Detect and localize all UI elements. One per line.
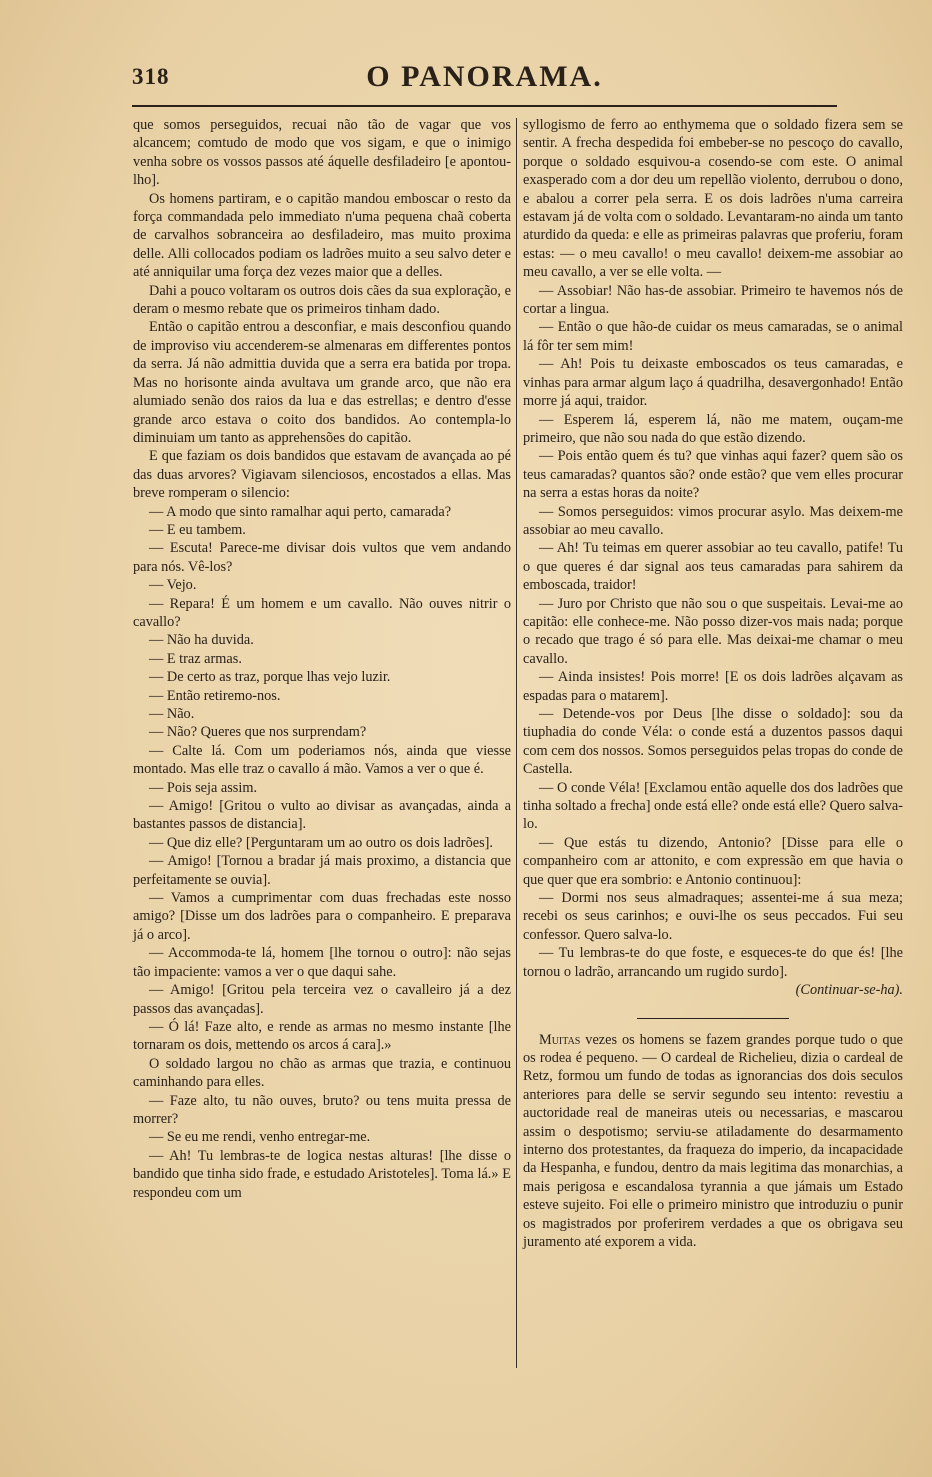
header-rule <box>132 105 837 107</box>
left-column-paragraph: Dahi a pouco voltaram os outros dois cães da sua exploração, e deram o mesmo rebate que os primeiros tinham dado. <box>133 282 511 318</box>
left-column-paragraph: que somos perseguidos, recuai não tão de vagar que vos alcancem; comtudo de modo que vos sigam, e que o inimigo venha sobre os vossos passos até áquelle desfiladeiro [e apontou-lho]. <box>133 117 511 189</box>
left-column-paragraph: — Ó lá! Faze alto, e rende as armas no mesmo instante [lhe tornaram os dois, mettendo os arcos á cara].» <box>133 1018 511 1054</box>
essay-paragraph <box>523 1031 903 1252</box>
right-column-paragraph: — Tu lembras-te do que foste, e esqueces-te do que és! [lhe tornou o ladrão, arrancando um rugido surdo]. <box>523 945 903 980</box>
left-column-paragraph: — De certo as traz, porque lhas vejo luzir. <box>149 669 391 686</box>
right-column-paragraph: — Assobiar! Não has-de assobiar. Primeiro te havemos nós de cortar a lingua. <box>523 282 903 318</box>
left-column-paragraph: — E eu tambem. <box>149 521 246 538</box>
left-column-paragraph: — Então retiremo-nos. <box>149 687 281 704</box>
left-column-paragraph: — Ah! Tu lembras-te de logica nestas alturas! [lhe disse o bandido que tinha sido frade, e estudado Aristoteles]. Toma lá.» E respondeu com um <box>133 1147 511 1201</box>
left-column-paragraph: — Repara! É um homem e um cavallo. Não ouves nitrir o cavallo? <box>133 595 511 630</box>
right-column <box>523 116 903 1251</box>
right-column-paragraph: — Ainda insistes! Pois morre! [E os dois ladrões alçavam as espadas para o matarem]. <box>523 669 903 704</box>
left-column-paragraph: — E traz armas. <box>149 650 242 667</box>
column-divider <box>516 118 517 1368</box>
right-column-paragraph: — O conde Véla! [Exclamou então aquelle dos dos ladrões que tinha soltado a frecha] onde está elle? onde está elle? Quero salva-lo. <box>523 779 903 833</box>
left-column-paragraph: Então o capitão entrou a desconfiar, e mais desconfiou quando de improviso viu accenderem-se almenaras em differentes pontos da serra. Já não admittia duvida que a serra era batida por tropa. Mas no horisonte ainda avultava um grande arco, que não era alumiado senão dos raios da lua e das estrellas; e dentro d'esse grande arco estava o coito dos bandidos. Ao contempla-lo diminuiam um tanto as apprehensões do capitão. <box>133 319 511 446</box>
section-divider <box>637 1018 789 1019</box>
left-column-paragraph: — Não ha duvida. <box>149 632 254 649</box>
left-column-paragraph: — Accommoda-te lá, homem [lhe tornou o outro]: não sejas tão impaciente: vamos a ver o que daqui sahe. <box>133 945 511 980</box>
left-column-paragraph: E que faziam os dois bandidos que estavam de avançada ao pé das duas arvores? Vigiavam silenciosos, encostados a ellas. Mas breve romperam o silencio: <box>133 448 511 502</box>
right-column-paragraph: — Ah! Pois tu deixaste emboscados os teus camaradas, e vinhas para armar algum laço á quadrilha, desavergonhado! Então morre já aqui, traidor. <box>523 356 903 410</box>
right-column-paragraph: — Detende-vos por Deus [lhe disse o soldado]: sou da tiuphadia do conde Véla: o conde está a duzentos passos daqui com cem dos nossos. Somos perseguidos pelas tropas do conde de Castella. <box>523 706 903 778</box>
continuation-note: (Continuar-se-ha). <box>795 982 903 999</box>
left-column-paragraph: — Que diz elle? [Perguntaram um ao outro os dois ladrões]. <box>149 834 493 851</box>
left-column-paragraph: — Vamos a cumprimentar com duas frechadas este nosso amigo? [Disse um dos ladrões para o companheiro. E preparava já o arco]. <box>133 890 511 943</box>
journal-title: O PANORAMA. <box>366 60 603 93</box>
left-column-paragraph: — Pois seja assim. <box>149 779 258 796</box>
page-number: 318 <box>132 64 170 89</box>
right-column-paragraph: — Que estás tu dizendo, Antonio? [Disse para elle o companheiro com ar attonito, e com expressão em que havia o que quer que era sombrio: e Antonio continuou]: <box>523 834 903 888</box>
left-column-paragraph: — A modo que sinto ramalhar aqui perto, camarada? <box>149 503 452 520</box>
left-column-paragraph: — Faze alto, tu não ouves, bruto? ou tens muita pressa de morrer? <box>133 1092 511 1127</box>
right-column-paragraphs <box>523 116 903 981</box>
left-column-paragraph: — Escuta! Parece-me divisar dois vultos que vem andando para nós. Vê-los? <box>133 540 511 575</box>
left-column-paragraph: — Amigo! [Gritou o vulto ao divisar as avançadas, ainda a bastantes passos de distancia]. <box>133 798 511 833</box>
left-column-paragraph: — Amigo! [Gritou pela terceira vez o cavalleiro já a dez passos das avançadas]. <box>133 982 511 1017</box>
left-column-paragraph: — Vejo. <box>149 577 197 594</box>
left-column-paragraph: — Não? Queres que nos surprendam? <box>149 724 367 741</box>
right-column-paragraph: syllogismo de ferro ao enthymema que o soldado fizera sem se sentir. A frecha despedida foi embeber-se no pescoço do cavallo, porque o soldado esquivou-a cosendo-se com este. O animal exasperado com a dor deu um repellão violento, derrubou o dono, e abalou a correr pela serra. E os dois ladrões n'uma carreira estavam já de volta com o soldado. Levantaram-no ainda um tanto aturdido da queda: e elle as primeiras palavras que proferiu, foram estas: — o meu cavallo! o meu cavallo! deixem-me assobiar ao meu cavallo, a ver se elle volta. — <box>523 117 903 281</box>
left-column-paragraph: O soldado largou no chão as armas que trazia, e continuou caminhando para elles. <box>133 1055 511 1091</box>
right-column-paragraph: — Somos perseguidos: vimos procurar asylo. Mas deixem-me assobiar ao meu cavallo. <box>523 503 903 538</box>
essay-text: vezes os homens se fazem grandes porque tudo o que os rodea é pequeno. — O cardeal de Richelieu, dizia o cardeal de Retz, formou um fundo de todas as ignorancias dos dois seculos anteriores para delle se servir segundo seu intento: revestiu a auctoridade real de maneiras uteis ou necessarias, e mascarou assim o despotismo; serviu-se atiladamente do desarmamento interno dos protestantes, da fraqueza do imperio, da incapacidade da Hespanha, e fundou, dentro da mais legitima das monarchias, a mais perigosa e escandalosa tyrannia a que jámais um Estado esteve sujeito. Foi elle o primeiro ministro que introduziu o punir os magistrados por proferirem verdades a que os obrigava seu juramento até exporem a vida. <box>523 1031 903 1250</box>
right-column-paragraph: — Ah! Tu teimas em querer assobiar ao teu cavallo, patife! Tu o que queres é dar signal aos teus camaradas para sahirem da emboscada, traidor! <box>523 540 903 594</box>
left-column-paragraph: — Calte lá. Com um poderiamos nós, ainda que viesse montado. Mas elle traz o cavallo á mão. Vamos a ver o que é. <box>133 742 511 778</box>
left-column-paragraph: Os homens partiram, e o capitão mandou emboscar o resto da força commandada pelo immediato n'uma pequena chaã coberta de carvalhos sobranceira ao desfiladeiro, mas muito proxima delle. Alli collocados podiam os ladrões muito a seu salvo deter e até anniquilar uma força dez vezes maior que a delles. <box>133 190 511 281</box>
right-column-paragraph: — Dormi nos seus almadraques; assentei-me á sua meza; recebi os seus carinhos; e ouvi-lhe os seus peccados. Fui seu confessor. Quero salva-lo. <box>523 890 903 943</box>
right-column-paragraph: — Pois então quem és tu? que vinhas aqui fazer? quem são os teus camaradas? quantos são? onde estão? que vem elles procurar na serra a estas horas da noite? <box>523 448 903 502</box>
left-column-paragraph: — Amigo! [Tornou a bradar já mais proximo, a distancia que perfeitamente se ouvia]. <box>133 853 511 888</box>
left-column <box>133 116 511 1202</box>
left-column-paragraph: — Se eu me rendi, venho entregar-me. <box>149 1129 371 1146</box>
right-column-paragraph: — Juro por Christo que não sou o que suspeitais. Levai-me ao capitão: elle conhece-me. Não posso dizer-vos mais nada; porque o recado que trago é só para elle. Mas deixai-me chamar o meu cavallo. <box>523 595 903 667</box>
right-column-paragraph: — Esperem lá, esperem lá, não me matem, ouçam-me primeiro, que não sou nada do que estão dizendo. <box>523 411 903 446</box>
left-column-paragraph: — Não. <box>149 706 195 722</box>
right-column-paragraph: — Então o que hão-de cuidar os meus camaradas, se o animal lá fôr ter sem mim! <box>523 319 903 354</box>
essay-first-word: Muitas <box>539 1031 581 1048</box>
page-header <box>132 60 837 100</box>
